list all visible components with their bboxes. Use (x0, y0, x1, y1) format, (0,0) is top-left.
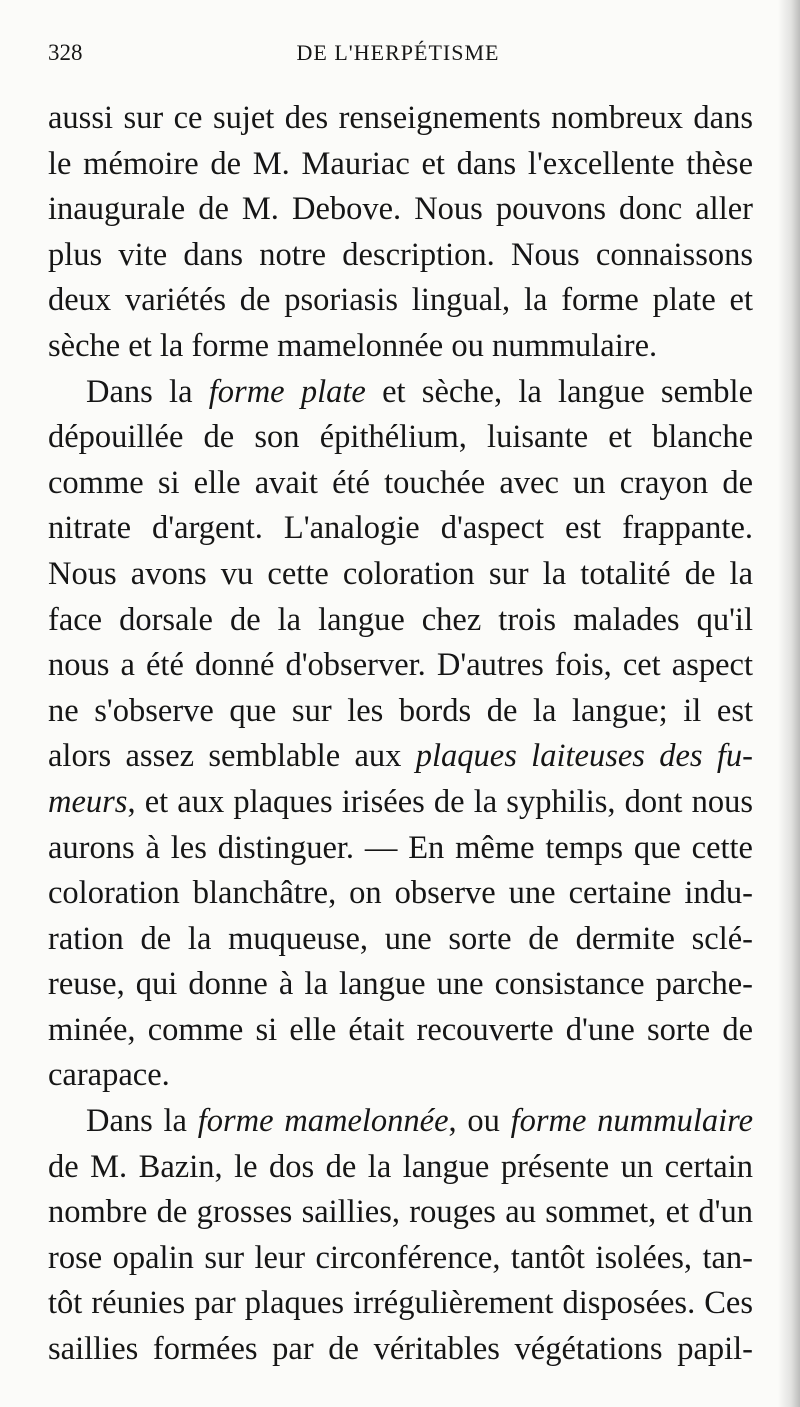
text-line: nous a été donné d'observer. D'autres fois, cet aspect (48, 647, 753, 684)
text-line: reuse, qui donne à la langue une consistance parche- (48, 966, 753, 1003)
text-line: de M. Bazin, le dos de la langue présente un certain (48, 1148, 753, 1185)
paragraph-1 (48, 96, 753, 370)
page-body (48, 96, 753, 1373)
text-line: Dans la forme plate et sèche, la langue semble (86, 373, 753, 410)
italic-term: plaques laiteuses des fu- (415, 738, 753, 775)
italic-term: meurs (48, 783, 128, 820)
text-line: dépouillée de son épithélium, luisante et blanche (48, 419, 753, 456)
text-line: rose opalin sur leur circonférence, tantôt isolées, tan- (48, 1239, 753, 1276)
page-edge-shadow (778, 0, 800, 1407)
paragraph-3 (48, 1099, 753, 1373)
text-line: carapace. (48, 1057, 170, 1094)
text-line: ration de la muqueuse, une sorte de dermite sclé- (48, 920, 753, 957)
text-line: Nous avons vu cette coloration sur la totalité de la (48, 555, 753, 592)
page-header (48, 40, 748, 74)
text-line: aurons à les distinguer. — En même temps que cette (48, 829, 753, 866)
text-line: nitrate d'argent. L'analogie d'aspect est frappante. (48, 510, 753, 547)
italic-term: forme plate (208, 373, 366, 410)
text-line: comme si elle avait été touchée avec un crayon de (48, 464, 753, 501)
text-line: meurs, et aux plaques irisées de la syphilis, dont nous (48, 783, 753, 820)
text-line: aussi sur ce sujet des renseignements nombreux dans (48, 100, 753, 136)
running-title: DE L'HERPÉTISME (296, 40, 500, 65)
page-number: 328 (48, 40, 83, 65)
text-line: Dans la forme mamelonnée, ou forme nummulaire (86, 1103, 753, 1140)
text-line: tôt réunies par plaques irrégulièrement disposées. Ces (48, 1285, 753, 1322)
text-line: plus vite dans notre description. Nous connaissons (48, 236, 753, 273)
italic-term: forme mamelonnée (197, 1103, 449, 1140)
text-line: coloration blanchâtre, on observe une certaine indu- (48, 875, 753, 912)
italic-term: forme nummulaire (510, 1103, 753, 1140)
text-line: le mémoire de M. Mauriac et dans l'excellente thèse (48, 145, 753, 182)
text-line: minée, comme si elle était recouverte d'une sorte de (48, 1011, 753, 1048)
text-line: alors assez semblable aux plaques laiteuses des fu- (48, 738, 753, 775)
text-line: deux variétés de psoriasis lingual, la forme plate et (48, 282, 753, 319)
text-line: saillies formées par de véritables végétations papil- (48, 1331, 753, 1368)
text-line: nombre de grosses saillies, rouges au sommet, et d'un (48, 1194, 753, 1231)
text-line: inaugurale de M. Debove. Nous pouvons donc aller (48, 191, 753, 228)
paragraph-2 (48, 370, 753, 1100)
text-line: sèche et la forme mamelonnée ou nummulaire. (48, 327, 658, 364)
text-line: face dorsale de la langue chez trois malades qu'il (48, 601, 753, 638)
text-line: ne s'observe que sur les bords de la langue; il est (48, 692, 753, 729)
